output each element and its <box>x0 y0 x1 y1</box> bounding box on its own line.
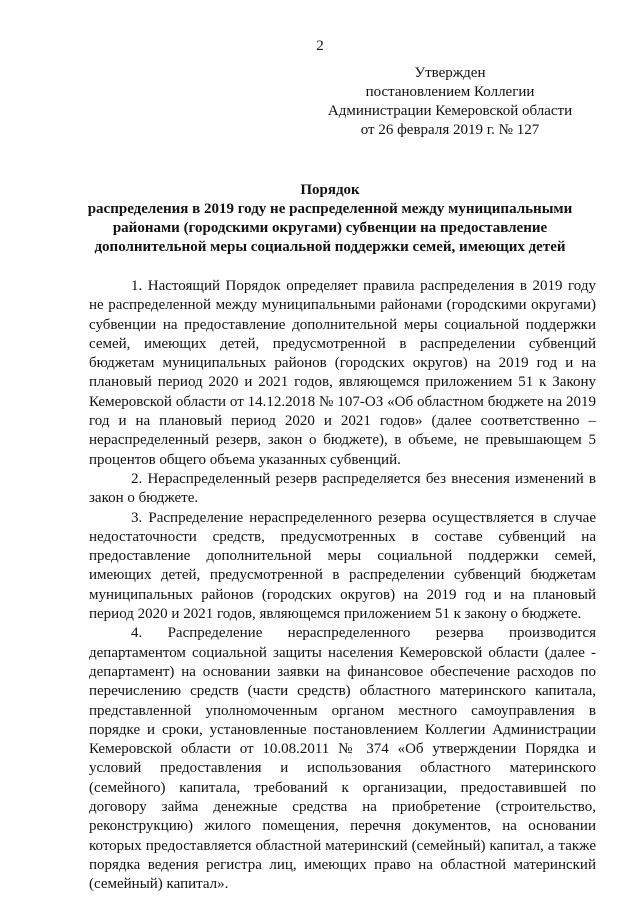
title-line: распределения в 2019 году не распределенной между муниципальными <box>87 201 573 217</box>
approval-line: от 26 февраля 2019 г. № 127 <box>360 122 540 138</box>
document-body <box>89 277 596 895</box>
paragraph-2: 2. Нераспределенный резерв распределяется без внесения изменений в закон о бюджете. <box>89 470 596 507</box>
approval-stamp <box>300 64 600 140</box>
title-line: районами (городскими округами) субвенции на предоставление <box>112 220 548 236</box>
paragraph-4: 4. Распределение нераспределенного резерва производится департаментом социальной защиты населения Кемеровской области (далее - департамент) на основании заявки на финансовое обеспечение расходов по перечислению средств (части средств) областного материнского капитала, представленной уполномоченным органом местного самоуправления в порядке и сроки, установленные постановлением Коллегии Администрации Кемеровской области от 10.08.2011 № 374 «Об утверждении Порядка и условий предоставления и использования областного материнского (семейного) капитала, требований к организации, предоставившей по договору займа денежные средства на приобретение (строительство, реконструкцию) жилого помещения, перечня документов, на основании которых предоставляется областной материнский (семейный) капитал, а также порядка ведения регистра лиц, имеющих право на областной материнский (семейный) капитал». <box>89 625 596 893</box>
title-line: Порядок <box>300 182 360 198</box>
approval-line: постановлением Коллегии <box>365 84 535 100</box>
approval-line: Администрации Кемеровской области <box>327 103 573 119</box>
title-line: дополнительной меры социальной поддержки семей, имеющих детей <box>94 239 566 255</box>
document-title <box>60 181 600 257</box>
approval-line: Утвержден <box>414 65 486 81</box>
paragraph-3: 3. Распределение нераспределенного резерва осуществляется в случае недостаточности средств, предусмотренных в составе субвенций на предоставление дополнительной меры социальной поддержки семей, имеющих детей, предусмотренной в распределении субвенций бюджетам муниципальных районов (городских округов) на 2019 год и на плановый период 2020 и 2021 годов, являющемся приложением 51 к закону о бюджете. <box>89 509 596 623</box>
paragraph-1: 1. Настоящий Порядок определяет правила распределения в 2019 году не распределенной между муниципальными районами (городскими округами) субвенции на предоставление дополнительной меры социальной поддержки семей, имеющих детей, предусмотренной в распределении субвенций бюджетам муниципальных районов (городских округов) на 2019 год и на плановый период 2020 и 2021 годов, являющемся приложением 51 к Закону Кемеровской области от 14.12.2018 № 107-ОЗ «Об областном бюджете на 2019 год и на плановый период 2020 и 2021 годов» (далее соответственно – нераспределенный резерв, закон о бюджете), в объеме, не превышающем 5 процентов общего объема указанных субвенций. <box>89 278 596 468</box>
page-number: 2 <box>316 38 324 54</box>
